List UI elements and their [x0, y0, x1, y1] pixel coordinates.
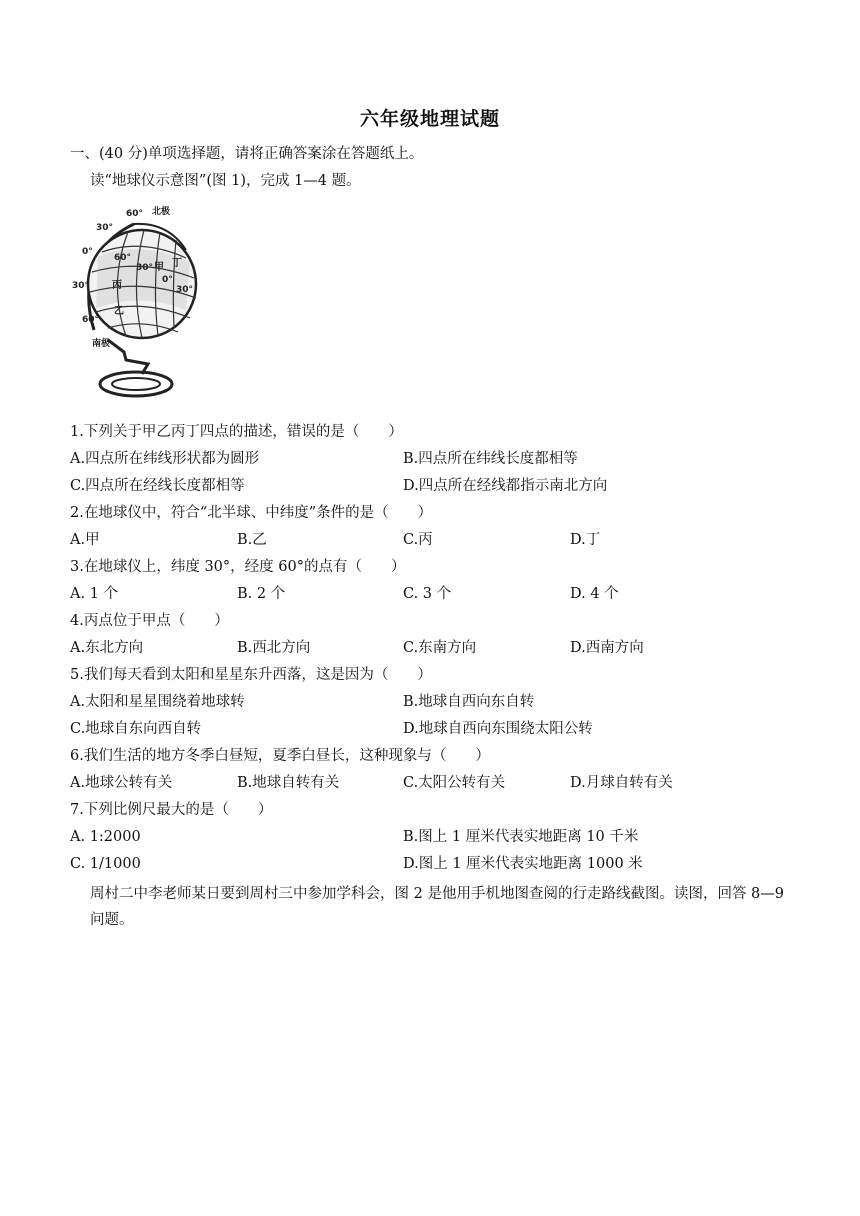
question-4-option-a[interactable]: A.东北方向 [70, 640, 144, 656]
question-2-stem: 2.在地球仪中，符合“北半球、中纬度”条件的是（ ） [70, 505, 433, 521]
globe-figure [68, 200, 208, 410]
section-heading: 一、(40 分)单项选择题，请将正确答案涂在答题纸上。 [70, 146, 424, 162]
question-3-option-a[interactable]: A. 1 个 [70, 586, 119, 602]
question-4-option-d[interactable]: D.西南方向 [570, 640, 644, 656]
passage-q8-9: 周村二中李老师某日要到周村三中参加学科会，图 2 是他用手机地图查阅的行走路线截图。读图，回答 8—9 问题。 [90, 886, 784, 928]
label-lat30-top: 30° [96, 223, 114, 233]
label-lat30-left: 30° [72, 281, 90, 291]
question-3-option-b[interactable]: B. 2 个 [237, 586, 286, 602]
label-lon60: 60° [114, 253, 132, 263]
question-2-option-c[interactable]: C.丙 [403, 532, 433, 548]
question-4-stem: 4.丙点位于甲点（ ） [70, 613, 229, 629]
label-lat60-top: 60° [126, 209, 144, 219]
question-2-option-a[interactable]: A.甲 [70, 532, 100, 548]
label-ding: 丁 [172, 258, 182, 269]
globe-base [100, 372, 172, 396]
question-7-stem: 7.下列比例尺最大的是（ ） [70, 802, 273, 818]
label-lat0-left: 0° [82, 247, 93, 257]
globe-base-inner [112, 378, 160, 390]
question-5-option-a[interactable]: A.太阳和星星围绕着地球转 [70, 694, 245, 710]
question-6-option-d[interactable]: D.月球自转有关 [570, 775, 673, 791]
question-2-option-b[interactable]: B.乙 [237, 532, 267, 548]
question-1-option-c[interactable]: C.四点所在经线长度都相等 [70, 478, 245, 494]
question-6-option-c[interactable]: C.太阳公转有关 [403, 775, 506, 791]
question-1-option-b[interactable]: B.四点所在纬线长度都相等 [403, 451, 578, 467]
question-4-option-b[interactable]: B.西北方向 [237, 640, 311, 656]
figure-intro: 读“地球仪示意图”(图 1)，完成 1—4 题。 [90, 173, 361, 189]
question-5-option-c[interactable]: C.地球自东向西自转 [70, 721, 202, 737]
question-1-option-a[interactable]: A.四点所在纬线形状都为圆形 [70, 451, 260, 467]
question-3-option-d[interactable]: D. 4 个 [570, 586, 619, 602]
label-bing: 丙 [112, 280, 122, 291]
question-7-option-a[interactable]: A. 1:2000 [70, 829, 141, 845]
question-2-option-d[interactable]: D.丁 [570, 532, 601, 548]
question-1-option-d[interactable]: D.四点所在经线都指示南北方向 [403, 478, 608, 494]
question-5-option-b[interactable]: B.地球自西向东自转 [403, 694, 535, 710]
label-yi: 乙 [114, 306, 124, 317]
question-6-option-b[interactable]: B.地球自转有关 [237, 775, 340, 791]
question-3-stem: 3.在地球仪上，纬度 30°，经度 60°的点有（ ） [70, 559, 406, 575]
question-5-stem: 5.我们每天看到太阳和星星东升西落，这是因为（ ） [70, 667, 432, 683]
page-title: 六年级地理试题 [359, 108, 500, 130]
question-7-option-d[interactable]: D.图上 1 厘米代表实地距离 1000 米 [403, 856, 643, 872]
globe-stand-neck [108, 340, 148, 374]
question-6-option-a[interactable]: A.地球公转有关 [70, 775, 173, 791]
label-jia: 甲 [154, 262, 164, 273]
question-5-option-d[interactable]: D.地球自西向东围绕太阳公转 [403, 721, 593, 737]
label-south-pole: 南极 [92, 339, 111, 349]
label-north-pole: 北极 [152, 207, 171, 217]
label-lat30-right: 30° [176, 285, 194, 295]
label-lat60-left: 60° [82, 315, 100, 325]
label-lon0: 0° [162, 275, 173, 285]
label-lon30: 30° [136, 263, 154, 273]
question-7-option-c[interactable]: C. 1/1000 [70, 856, 141, 872]
question-1-stem: 1.下列关于甲乙丙丁四点的描述，错误的是（ ） [70, 424, 403, 440]
question-7-option-b[interactable]: B.图上 1 厘米代表实地距离 10 千米 [403, 829, 639, 845]
question-4-option-c[interactable]: C.东南方向 [403, 640, 477, 656]
question-6-stem: 6.我们生活的地方冬季白昼短，夏季白昼长，这种现象与（ ） [70, 748, 490, 764]
question-3-option-c[interactable]: C. 3 个 [403, 586, 452, 602]
